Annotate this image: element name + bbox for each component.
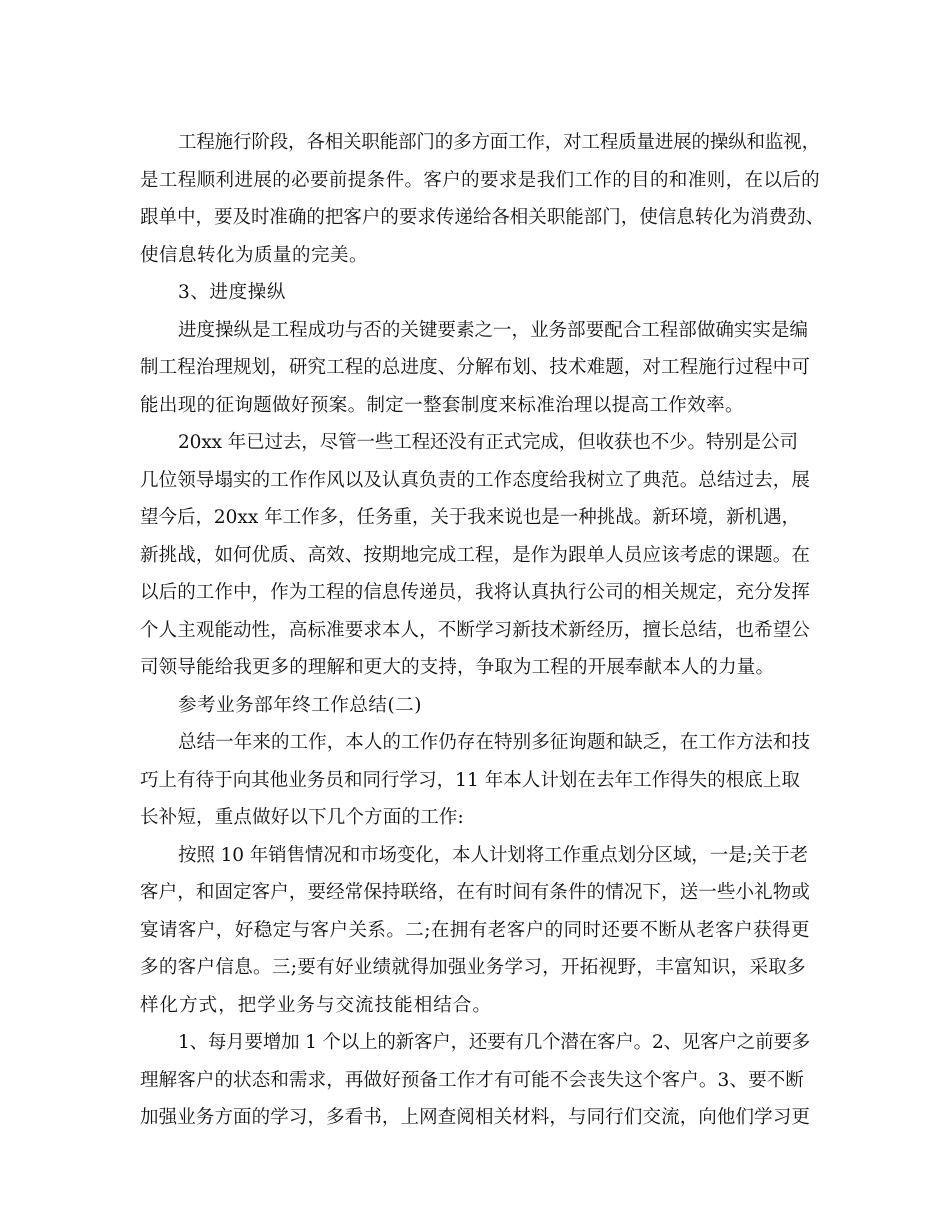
text-line: 使信息转化为质量的完美。 xyxy=(140,245,369,266)
text-line: 总结一年来的工作，本人的工作仍存在特别多征询题和缺乏，在工作方法和技 xyxy=(178,732,811,753)
text-line: 加强业务方面的学习，多看书，上网查阅相关材料，与同行们交流，向他们学习更 xyxy=(140,1107,810,1128)
text-line: 工程施行阶段，各相关职能部门的多方面工作，对工程质量进展的操纵和监视， xyxy=(178,132,820,153)
text-line: 望今后，20xx 年工作多，任务重，关于我来说也是一种挑战。新环境，新机遇， xyxy=(140,507,801,528)
text-line: 能出现的征询题做好预案。制定一整套制度来标准治理以提高工作效率。 xyxy=(140,395,744,416)
text-line: 司领导能给我更多的理解和更大的支持，争取为工程的开展奉献本人的力量。 xyxy=(140,657,775,678)
text-line: 巧上有待于向其他业务员和同行学习，11 年本人计划在去年工作得失的根底上取 xyxy=(140,770,800,791)
text-line: 个人主观能动性，高标准要求本人，不断学习新技术新经历，擅长总结，也希望公 xyxy=(140,620,810,641)
text-line: 制工程治理规划，研究工程的总进度、分解布划、技术难题，对工程施行过程中可 xyxy=(140,357,810,378)
text-line: 样化方式，把学业务与交流技能相结合。 xyxy=(140,995,492,1016)
text-line: 1、每月要增加 1 个以上的新客户，还要有几个潜在客户。2、见客户之前要多 xyxy=(178,1032,811,1053)
text-line: 理解客户的状态和需求，再做好预备工作才有可能不会丧失这个客户。3、要不断 xyxy=(140,1070,804,1091)
text-line: 几位领导塌实的工作作风以及认真负责的工作态度给我树立了典范。总结过去，展 xyxy=(140,470,810,491)
text-line: 是工程顺利进展的必要前提条件。客户的要求是我们工作的目的和准则，在以后的 xyxy=(140,170,821,191)
text-line: 按照 10 年销售情况和市场变化，本人计划将工作重点划分区域，一是;关于老 xyxy=(178,845,808,866)
section-heading: 3、进度操纵 xyxy=(178,282,286,303)
text-line: 宴请客户，好稳定与客户关系。二;在拥有老客户的同时还要不断从老客户获得更 xyxy=(140,920,810,941)
text-line: 进度操纵是工程成功与否的关键要素之一，业务部要配合工程部做确实实是编 xyxy=(178,320,809,341)
text-line: 跟单中，要及时准确的把客户的要求传递给各相关职能部门，使信息转化为消费劲、 xyxy=(140,207,825,228)
text-line: 长补短，重点做好以下几个方面的工作: xyxy=(140,807,464,828)
text-line: 新挑战，如何优质、高效、按期地完成工程，是作为跟单人员应该考虑的课题。在 xyxy=(140,545,810,566)
text-line: 以后的工作中，作为工程的信息传递员，我将认真执行公司的相关规定，充分发挥 xyxy=(140,582,810,603)
text-line: 20xx 年已过去，尽管一些工程还没有正式完成，但收获也不少。特别是公司 xyxy=(178,432,798,453)
text-line: 客户，和固定客户，要经常保持联络，在有时间有条件的情况下，送一些小礼物或 xyxy=(140,882,810,903)
section-heading: 参考业务部年终工作总结(二) xyxy=(178,695,422,716)
text-line: 多的客户信息。三;要有好业绩就得加强业务学习，开拓视野，丰富知识，采取多 xyxy=(140,957,806,978)
